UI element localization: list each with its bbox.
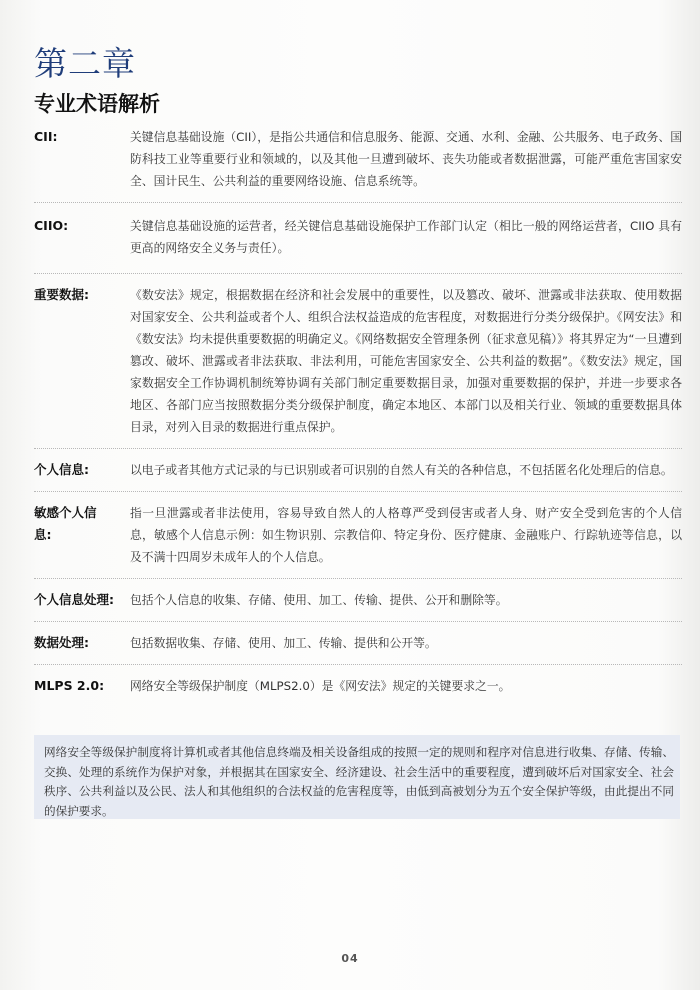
chapter-heading: 第二章 — [34, 44, 136, 83]
info-box-text: 网络安全等级保护制度将计算机或者其他信息终端及相关设备组成的按照一定的规则和程序对信息进行收集、存储、传输、交换、处理的系统作为保护对象，并根据其在国家安全、经济建设、社会生活中的重要程度，遭到破坏后对国家安全、社会秩序、公共利益以及公民、法人和其他组织的合法权益的危害程度等，由低到高被划分为五个安全保护等级，由此提出不同的保护要求。 — [44, 745, 674, 818]
term-definition: 关键信息基础设施（CII），是指公共通信和信息服务、能源、交通、水利、金融、公共服务、电子政务、国防科技工业等重要行业和领域的，以及其他一旦遭到破坏、丧失功能或者数据泄露，可能严重危害国家安全、国计民生、公共利益的重要网络设施、信息系统等。 — [130, 130, 682, 188]
term-label: MLPS 2.0: — [34, 678, 105, 693]
term-label: 数据处理: — [34, 635, 89, 650]
divider — [34, 448, 682, 449]
term-label: 个人信息处理: — [34, 592, 114, 607]
divider — [34, 202, 682, 203]
terms-list — [34, 124, 682, 697]
term-entry-data-processing — [34, 632, 682, 654]
term-label: CII: — [34, 129, 58, 144]
term-label: CIIO: — [34, 218, 69, 233]
section-title: 专业术语解析 — [34, 92, 160, 116]
term-entry-sensitive-personal-info — [34, 502, 682, 568]
divider — [34, 273, 682, 274]
term-definition: 网络安全等级保护制度（MLPS2.0）是《网安法》规定的关键要求之一。 — [130, 679, 511, 693]
divider — [34, 664, 682, 665]
divider — [34, 621, 682, 622]
term-entry-cii — [34, 126, 682, 192]
page-number: 04 — [341, 952, 359, 965]
term-entry-ciio — [34, 215, 682, 259]
term-entry-important-data — [34, 284, 682, 438]
term-definition: 指一旦泄露或者非法使用，容易导致自然人的人格尊严受到侵害或者人身、财产安全受到危害的个人信息，敏感个人信息示例：如生物识别、宗教信仰、特定身份、医疗健康、金融账户、行踪轨迹等信息，以及不满十四周岁未成年人的个人信息。 — [130, 506, 682, 564]
term-entry-personal-info-processing — [34, 589, 682, 611]
term-entry-mlps — [34, 675, 682, 697]
term-definition: 包括数据收集、存储、使用、加工、传输、提供和公开等。 — [130, 636, 437, 650]
term-definition: 关键信息基础设施的运营者，经关键信息基础设施保护工作部门认定（相比一般的网络运营者，CIIO 具有更高的网络安全义务与责任）。 — [130, 219, 682, 255]
term-label: 个人信息: — [34, 462, 89, 477]
term-entry-personal-info — [34, 459, 682, 481]
term-definition: 以电子或者其他方式记录的与已识别或者可识别的自然人有关的各种信息，不包括匿名化处理后的信息。 — [130, 463, 673, 477]
divider — [34, 578, 682, 579]
term-label: 重要数据: — [34, 287, 89, 302]
term-label: 敏感个人信息: — [34, 505, 97, 542]
term-definition: 包括个人信息的收集、存储、使用、加工、传输、提供、公开和删除等。 — [130, 593, 508, 607]
mlps-info-box — [34, 735, 680, 819]
divider — [34, 491, 682, 492]
term-definition: 《数安法》规定，根据数据在经济和社会发展中的重要性，以及篡改、破坏、泄露或非法获取、使用数据对国家安全、公共利益或者个人、组织合法权益造成的危害程度，对数据进行分类分级保护。《网安法》和《数安法》均未提供重要数据的明确定义。《网络数据安全管理条例（征求意见稿）》将其界定为“一旦遭到篡改、破坏、泄露或者非法获取、非法利用，可能危害国家安全、公共利益的数据”。《数安法》规定，国家数据安全工作协调机制统筹协调有关部门制定重要数据目录，加强对重要数据的保护，并进一步要求各地区、各部门应当按照数据分类分级保护制度，确定本地区、本部门以及相关行业、领域的重要数据具体目录，对列入目录的数据进行重点保护。 — [130, 288, 682, 434]
